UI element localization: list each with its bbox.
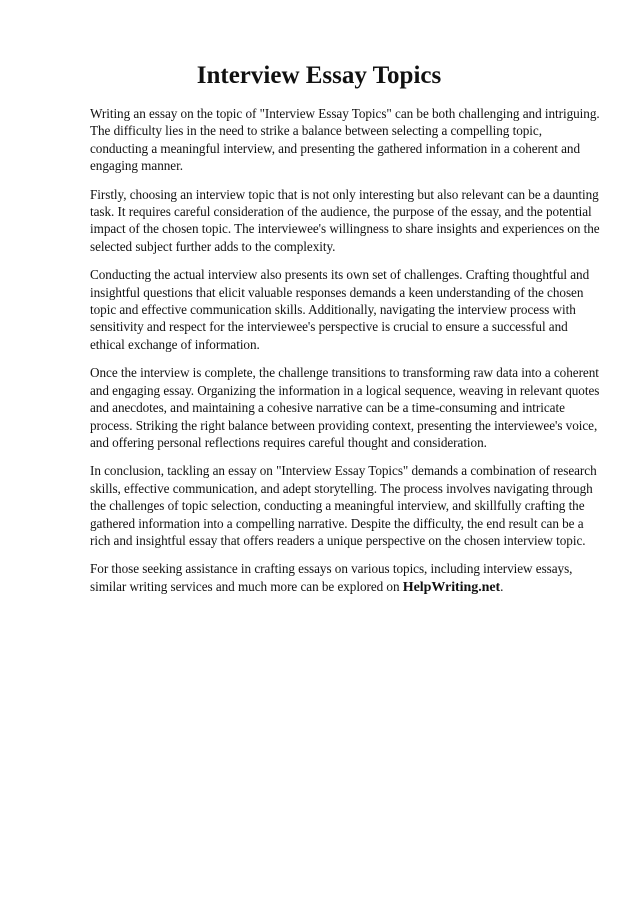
paragraph-intro: Writing an essay on the topic of "Interview Essay Topics" can be both challenging and intriguing. The difficulty lies in the need to strike a balance between selecting a compelling topic, conducting a meaningful interview, and presenting the gathered information in a coherent and engaging manner. [90,106,600,174]
closing-text: For those seeking assistance in crafting essays on various topics, including interview essays, similar writing services and much more can be explored on [90,561,573,594]
paragraph-conducting-interview: Conducting the actual interview also presents its own set of challenges. Crafting thoughtful and insightful questions that elicit valuable responses demands a keen understanding of the chosen topic and effective communication skills. Additionally, navigating the interview process with sensitivity and respect for the interviewee's perspective is crucial to ensure a successful and ethical exchange of information. [90,267,590,352]
paragraph-closing [90,560,600,596]
paragraph-writing-essay: Once the interview is complete, the challenge transitions to transforming raw data into a coherent and engaging essay. Organizing the information in a logical sequence, weaving in relevant quotes and anecdotes, and maintaining a cohesive narrative can be a time-consuming and intricate process. Striking the right balance between providing context, presenting the interviewee's voice, and offering personal reflections requires careful thought and consideration. [90,365,600,450]
paragraph-conclusion: In conclusion, tackling an essay on "Interview Essay Topics" demands a combination of research skills, effective communication, and adept storytelling. The process involves navigating through the challenges of topic selection, conducting a meaningful interview, and skillfully crafting the gathered information into a compelling narrative. Despite the difficulty, the end result can be a rich and insightful essay that offers readers a unique perspective on the chosen interview topic. [90,463,597,548]
closing-period: . [500,578,504,594]
helpwriting-link[interactable]: HelpWriting.net [402,579,501,595]
paragraph-topic-choice: Firstly, choosing an interview topic that is not only interesting but also relevant can be a daunting task. It requires careful consideration of the audience, the purpose of the essay, and the potential impact of the chosen topic. The interviewee's willingness to share insights and experiences on the selected subject further adds to the complexity. [90,186,600,254]
document-body [90,105,600,607]
document-title: Interview Essay Topics [196,62,442,89]
